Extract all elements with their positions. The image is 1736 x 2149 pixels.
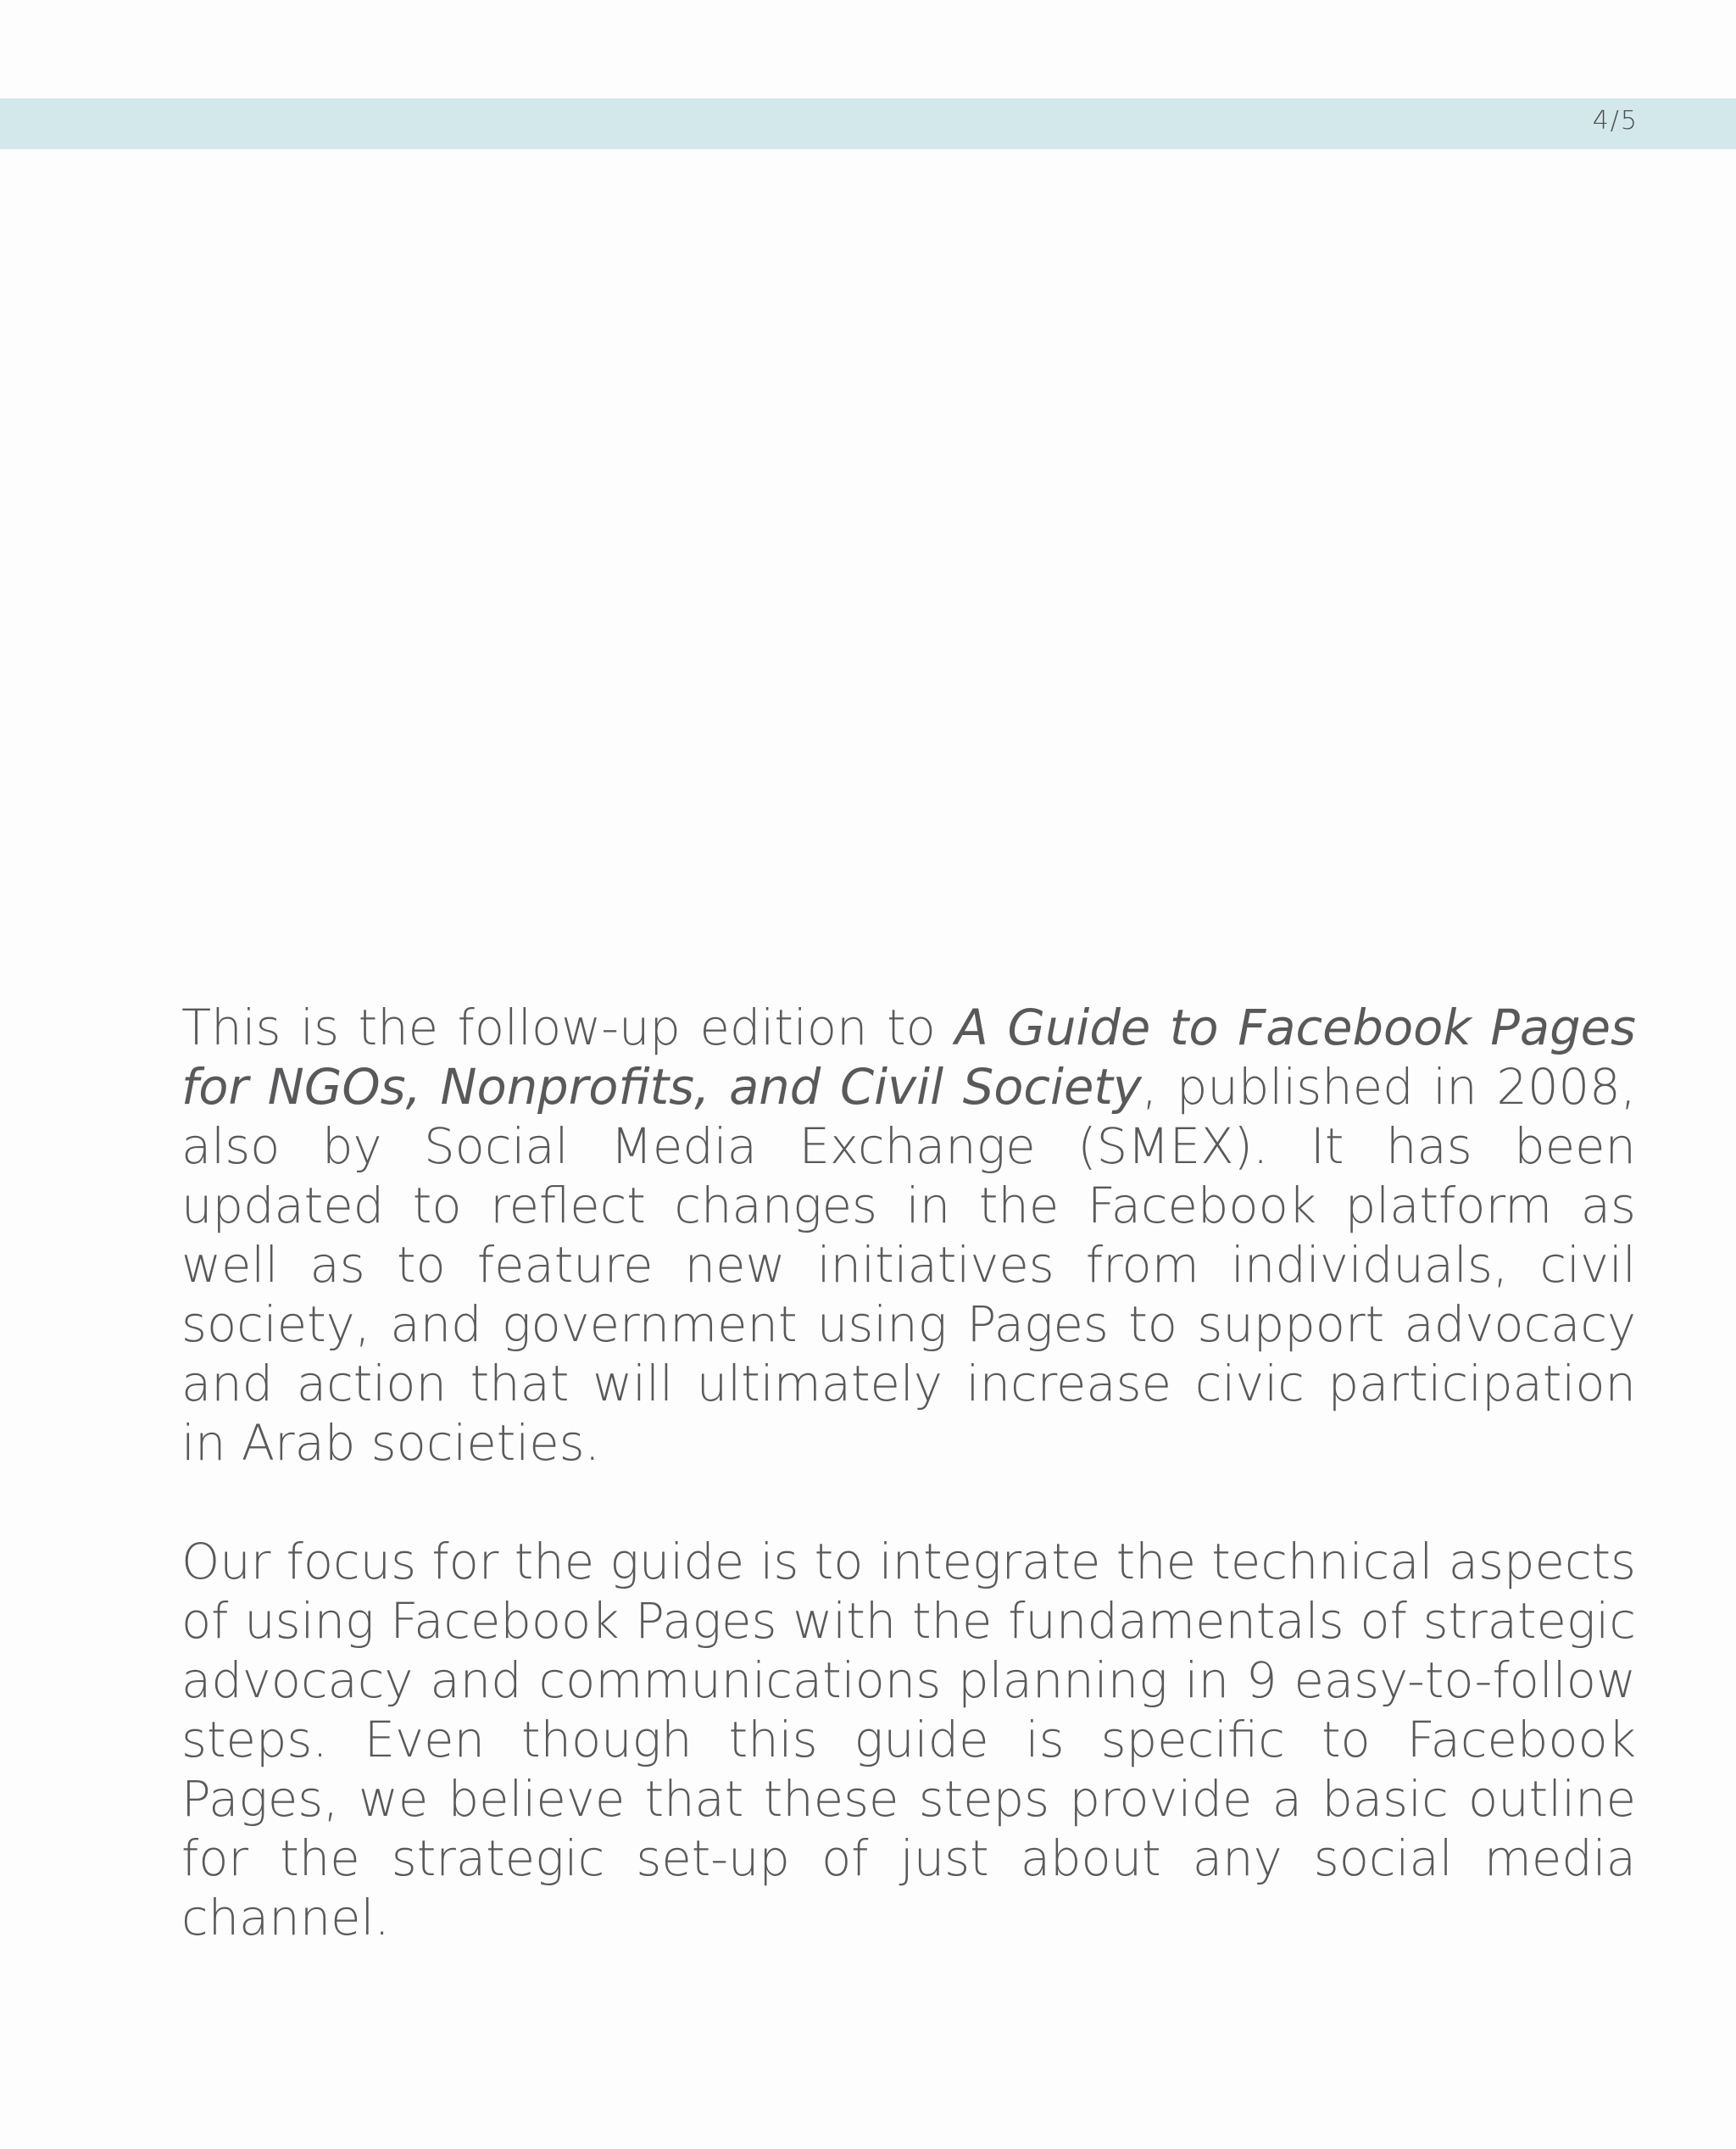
intro-lead: This is the follow-up edition to xyxy=(181,999,955,1056)
header-band xyxy=(0,98,1736,149)
intro-rest: , published in 2008, also by Social Media Exchange (SMEX). It has been updated to reflect changes in the Facebook platform as well as to feature new initiatives from individuals, civil society, and government using Pages to support advocacy and action that will ultimately increase civic participation in Arab societies. xyxy=(181,1059,1636,1472)
focus-paragraph: Our focus for the guide is to integrate the technical aspects of using Facebook Pages with the fundamentals of strategic advocacy and communications planning in 9 easy-to-follow steps. Even though this guide is specific to Facebook Pages, we believe that these steps provide a basic outline for the strategic set-up of just about any social media channel. xyxy=(181,1534,1636,1946)
body-text xyxy=(181,999,1636,1948)
intro-paragraph xyxy=(181,999,1636,1473)
guide-title: A Guide to Facebook Pages for NGOs, Nonprofits, and Civil Society xyxy=(181,999,1637,1116)
page-number: 4/5 xyxy=(1592,106,1639,136)
